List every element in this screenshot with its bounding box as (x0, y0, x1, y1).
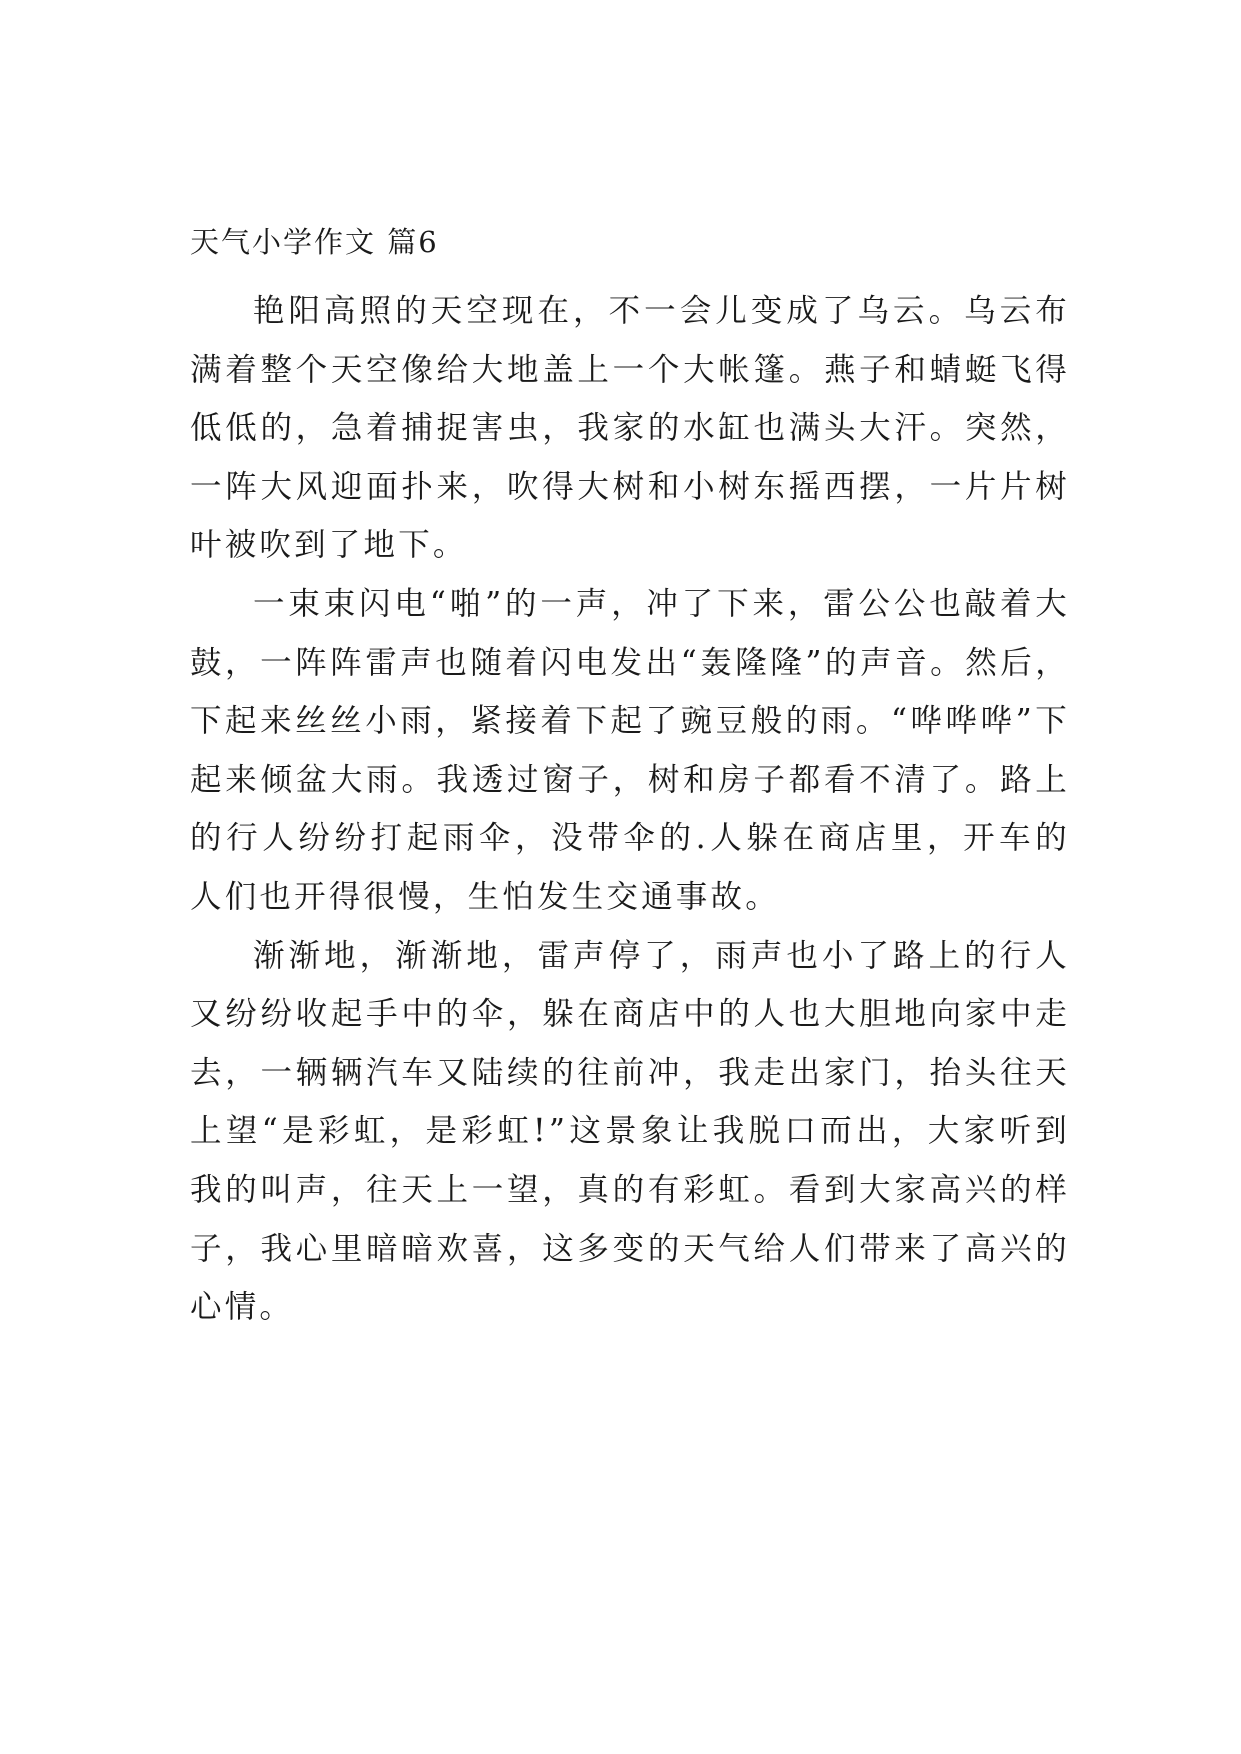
document-body (190, 282, 1070, 1337)
document-heading: 天气小学作文 篇6 (190, 225, 439, 259)
paragraph-2: 一束束闪电“啪”的一声，冲了下来，雷公公也敲着大鼓，一阵阵雷声也随着闪电发出“轰隆隆”的声音。然后，下起来丝丝小雨，紧接着下起了豌豆般的雨。“哗哗哗”下起来倾盆大雨。我透过窗子，树和房子都看不清了。路上的行人纷纷打起雨伞，没带伞的.人躲在商店里，开车的人们也开得很慢，生怕发生交通事故。 (190, 585, 1070, 915)
paragraph-1: 艳阳高照的天空现在，不一会儿变成了乌云。乌云布满着整个天空像给大地盖上一个大帐篷。燕子和蜻蜓飞得低低的，急着捕捉害虫，我家的水缸也满头大汗。突然，一阵大风迎面扑来，吹得大树和小树东摇西摆，一片片树叶被吹到了地下。 (190, 293, 1070, 564)
paragraph-3: 渐渐地，渐渐地，雷声停了，雨声也小了路上的行人又纷纷收起手中的伞，躲在商店中的人也大胆地向家中走去，一辆辆汽车又陆续的往前冲，我走出家门，抬头往天上望“是彩虹，是彩虹!”这景象让我脱口而出，大家听到我的叫声，往天上一望，真的有彩虹。看到大家高兴的样子，我心里暗暗欢喜，这多变的天气给人们带来了高兴的心情。 (190, 937, 1070, 1326)
